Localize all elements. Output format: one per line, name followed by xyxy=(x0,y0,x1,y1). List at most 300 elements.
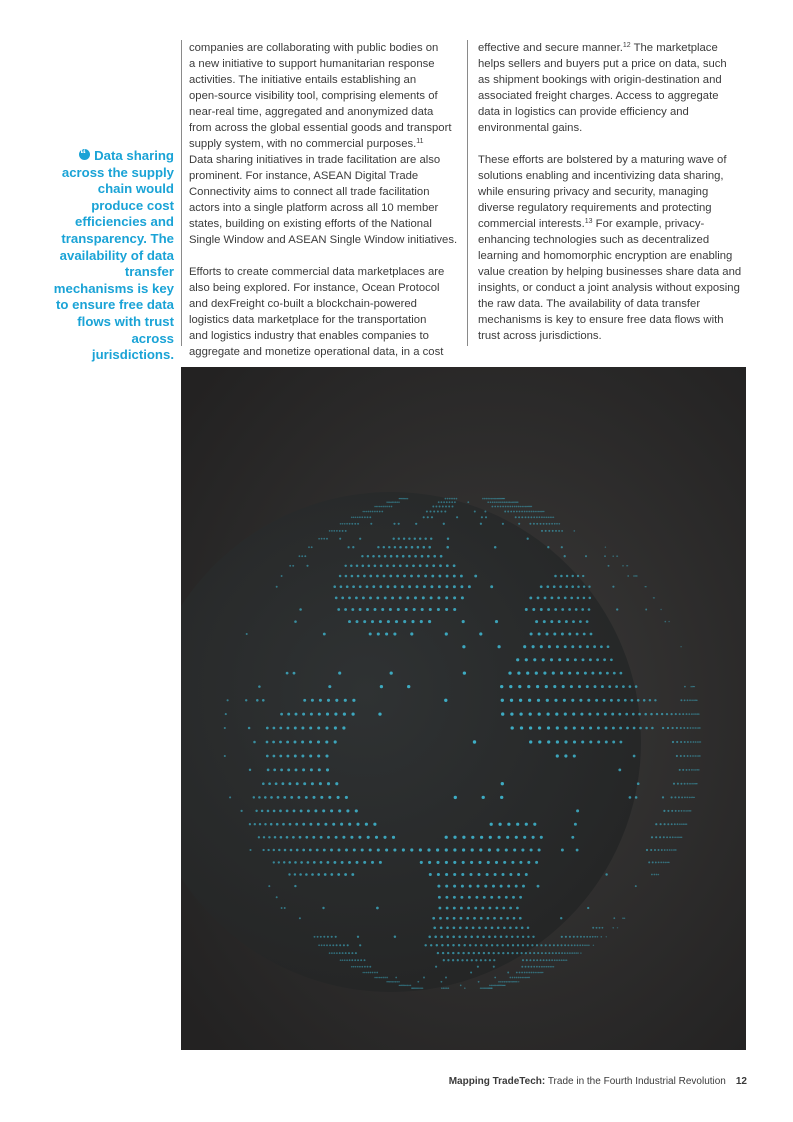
globe-dot xyxy=(546,633,549,636)
globe-dot xyxy=(597,936,599,938)
globe-dot xyxy=(679,713,681,715)
globe-dot xyxy=(443,987,445,989)
globe-dot xyxy=(512,506,514,508)
globe-dot xyxy=(453,873,456,876)
globe-dot xyxy=(516,936,518,938)
globe-dot xyxy=(538,848,541,851)
globe-dot xyxy=(258,796,261,799)
globe-dot xyxy=(445,873,448,876)
globe-dot xyxy=(491,506,493,508)
globe-dot xyxy=(321,538,323,540)
globe-dot xyxy=(694,686,695,687)
globe-dot xyxy=(327,782,330,785)
globe-dot xyxy=(452,944,454,946)
globe-dot xyxy=(538,740,541,743)
globe-dot xyxy=(477,885,480,888)
globe-dot xyxy=(527,944,529,946)
globe-dot xyxy=(522,936,524,938)
globe-dot xyxy=(528,699,531,702)
globe-dot xyxy=(533,658,536,661)
globe-dot xyxy=(665,862,667,864)
globe-dot xyxy=(554,608,557,611)
globe-dot xyxy=(380,564,383,567)
globe-dot xyxy=(367,966,369,968)
globe-dot xyxy=(351,873,354,876)
globe-dot xyxy=(554,575,557,578)
globe-dot xyxy=(317,936,319,938)
globe-dot xyxy=(674,823,676,825)
globe-dot xyxy=(258,685,261,688)
globe-dot xyxy=(469,944,471,946)
globe-dot xyxy=(471,836,474,839)
globe-dot xyxy=(558,530,560,532)
globe-dot xyxy=(690,727,692,729)
globe-dot xyxy=(314,936,316,938)
globe-dot xyxy=(423,546,426,549)
globe-dot xyxy=(405,498,407,500)
globe-dot xyxy=(344,699,347,702)
globe-dot xyxy=(541,966,543,968)
globe-dot xyxy=(668,862,669,863)
globe-dot xyxy=(339,952,341,954)
globe-dot xyxy=(480,959,482,961)
globe-dot xyxy=(671,823,673,825)
globe-dot xyxy=(370,523,372,525)
globe-dot xyxy=(439,917,442,920)
globe-dot xyxy=(514,506,516,508)
globe-dot xyxy=(648,861,650,863)
globe-dot xyxy=(289,565,291,567)
globe-dot xyxy=(430,944,432,946)
globe-dot xyxy=(245,699,247,701)
globe-dot xyxy=(394,936,396,938)
globe-dot xyxy=(317,726,320,729)
globe-dot xyxy=(667,823,669,825)
globe-dot xyxy=(495,620,498,623)
globe-dot xyxy=(586,645,589,648)
globe-dot xyxy=(416,585,419,588)
globe-dot xyxy=(377,632,380,635)
globe-dot xyxy=(465,926,468,929)
globe-dot xyxy=(531,944,533,946)
globe-dot xyxy=(337,608,340,611)
globe-dot xyxy=(680,699,682,701)
globe-dot xyxy=(521,972,523,974)
globe-dot xyxy=(555,530,557,532)
globe-dot xyxy=(352,699,355,702)
globe-dot xyxy=(406,596,409,599)
globe-dot xyxy=(585,555,587,557)
globe-dot xyxy=(561,952,563,954)
globe-dot xyxy=(442,506,444,508)
globe-dot xyxy=(506,836,509,839)
globe-dot xyxy=(405,608,408,611)
globe-dot xyxy=(424,575,427,578)
globe-dot xyxy=(514,977,516,979)
globe-dot xyxy=(533,959,535,961)
globe-dot xyxy=(679,823,681,825)
globe-dot xyxy=(584,672,587,675)
globe-dot xyxy=(461,959,463,961)
globe-dot xyxy=(507,511,509,513)
globe-dot xyxy=(462,836,465,839)
globe-dot xyxy=(556,726,559,729)
globe-dot xyxy=(383,546,385,548)
globe-dot xyxy=(303,782,306,785)
globe-dot xyxy=(415,523,417,525)
globe-dot xyxy=(516,972,518,974)
globe-dot xyxy=(524,511,526,513)
globe-dot xyxy=(545,966,547,968)
globe-dot xyxy=(322,809,325,812)
globe-dot xyxy=(494,873,497,876)
globe-dot xyxy=(664,849,666,851)
globe-dot xyxy=(622,917,624,919)
globe-dot xyxy=(513,917,516,920)
globe-dot xyxy=(680,755,682,757)
globe-dot xyxy=(366,585,369,588)
globe-dot xyxy=(379,977,381,979)
globe-dot xyxy=(693,783,695,785)
globe-dot xyxy=(520,726,523,729)
globe-dot xyxy=(515,927,518,930)
paragraph: Efforts to create commercial data marketplaces are also being explored. For instance, Ocean Protocol and dexFreight co-built a blockchain-powered logistics data marketplace for the transportation and logistics industry that enables companies to aggregate and monetize operational data, in a cost xyxy=(189,266,445,358)
globe-dot xyxy=(389,608,392,611)
globe-dot xyxy=(456,498,458,500)
globe-dot xyxy=(399,564,402,567)
globe-dot xyxy=(530,516,532,518)
globe-dot xyxy=(453,917,456,920)
globe-dot xyxy=(558,620,561,623)
globe-dot xyxy=(437,952,439,954)
globe-dot xyxy=(524,972,526,974)
globe-dot xyxy=(479,848,482,851)
globe-dot xyxy=(606,936,607,937)
globe-dot xyxy=(545,516,547,518)
globe-dot xyxy=(686,797,688,799)
globe-dot xyxy=(301,555,303,557)
globe-dot xyxy=(538,632,541,635)
globe-dot xyxy=(379,861,382,864)
globe-dot xyxy=(324,873,327,876)
globe-dot xyxy=(424,537,426,539)
globe-dot xyxy=(436,944,438,946)
globe-dot xyxy=(471,848,474,851)
globe-dot xyxy=(273,755,276,758)
globe-dot xyxy=(482,936,485,939)
globe-dot xyxy=(331,952,333,954)
globe-dot xyxy=(601,927,603,929)
globe-dot xyxy=(672,741,674,743)
globe-dot xyxy=(355,952,357,954)
globe-dot xyxy=(277,796,280,799)
globe-dot xyxy=(684,741,686,743)
globe-dot xyxy=(378,712,381,715)
globe-dot xyxy=(498,645,501,648)
globe-dot xyxy=(596,658,599,661)
globe-dot xyxy=(588,585,590,587)
globe-dot xyxy=(363,575,366,578)
globe-dot xyxy=(686,769,688,771)
globe-dot xyxy=(386,977,388,979)
globe-dot xyxy=(309,726,312,729)
globe-dot xyxy=(538,726,541,729)
globe-dot xyxy=(512,896,515,899)
globe-dot xyxy=(331,936,333,938)
globe-dot xyxy=(293,810,296,813)
globe-dot xyxy=(438,501,440,503)
globe-dot xyxy=(509,977,511,979)
globe-dot xyxy=(453,585,456,588)
globe-dot xyxy=(700,755,701,756)
globe-dot xyxy=(635,796,638,799)
globe-dot xyxy=(511,861,514,864)
globe-dot xyxy=(667,810,669,812)
globe-dot xyxy=(267,810,270,813)
globe-dot xyxy=(361,848,364,851)
globe-dot xyxy=(593,945,594,946)
globe-dot xyxy=(484,498,486,500)
globe-dot xyxy=(295,713,298,716)
globe-dot xyxy=(607,645,610,648)
globe-dot xyxy=(446,575,449,578)
globe-dot xyxy=(414,555,417,558)
globe-dot xyxy=(496,501,498,503)
globe-dot xyxy=(507,972,509,974)
globe-dot xyxy=(367,555,369,557)
globe-dot xyxy=(305,873,308,876)
globe-dot xyxy=(292,565,294,567)
globe-dot xyxy=(566,575,568,577)
globe-dot xyxy=(546,699,549,702)
paragraph: Data sharing initiatives in trade facilitation are also prominent. For instance, ASEAN Digital Trade Connectivity aims to connect all trade facilitation actors into a single platform across all 10 member states, building on existing efforts of the National Single Window and ASEAN Single Window initiatives. xyxy=(189,154,458,246)
globe-dot xyxy=(494,506,496,508)
globe-dot xyxy=(498,823,501,826)
globe-dot xyxy=(445,977,447,979)
globe-dot xyxy=(437,608,440,611)
globe-dot xyxy=(365,823,368,826)
globe-dot xyxy=(529,952,531,954)
globe-dot xyxy=(324,823,327,826)
globe-dot xyxy=(492,498,494,500)
globe-dot xyxy=(548,959,550,961)
globe-dot xyxy=(527,685,530,688)
globe-dot xyxy=(661,713,663,715)
globe-dot xyxy=(530,972,532,974)
globe-dot xyxy=(537,952,539,954)
globe-dot xyxy=(397,608,400,611)
globe-dot xyxy=(664,823,666,825)
globe-dot xyxy=(674,796,676,798)
globe-dot xyxy=(362,511,364,513)
globe-dot xyxy=(512,981,514,983)
globe-dot xyxy=(350,565,353,568)
globe-dot xyxy=(276,896,278,898)
globe-dot xyxy=(491,985,493,987)
globe-dot xyxy=(525,516,527,518)
globe-dot xyxy=(347,944,349,946)
globe-dot xyxy=(445,896,448,899)
globe-dot xyxy=(444,510,446,512)
globe-dot xyxy=(678,810,680,812)
globe-dot xyxy=(308,546,310,548)
globe-dot xyxy=(560,944,562,946)
globe-dot xyxy=(493,952,495,954)
globe-dot xyxy=(385,632,388,635)
globe-dot xyxy=(469,873,472,876)
globe-dot xyxy=(480,944,482,946)
globe-dot xyxy=(671,713,673,715)
globe-dot xyxy=(597,741,600,744)
globe-dot xyxy=(575,952,577,954)
globe-dot xyxy=(542,658,545,661)
globe-dot xyxy=(433,555,436,558)
globe-dot xyxy=(390,671,393,674)
globe-dot xyxy=(555,713,558,716)
globe-dot xyxy=(340,585,343,588)
globe-dot xyxy=(384,977,386,979)
globe-dot xyxy=(624,699,627,702)
globe-dot xyxy=(470,971,472,973)
globe-dot xyxy=(372,511,374,513)
globe-dot xyxy=(453,498,455,500)
globe-dot xyxy=(317,740,320,743)
globe-dot xyxy=(539,516,541,518)
globe-dot xyxy=(533,966,535,968)
globe-dot xyxy=(457,952,459,954)
globe-dot xyxy=(268,885,270,887)
globe-dot xyxy=(451,501,453,503)
globe-dot xyxy=(561,530,563,532)
globe-dot xyxy=(359,516,361,518)
globe-dot xyxy=(681,796,683,798)
globe-dot xyxy=(554,523,556,525)
globe-dot xyxy=(419,848,422,851)
globe-dot xyxy=(480,523,482,525)
globe-dot xyxy=(430,585,433,588)
globe-dot xyxy=(655,861,657,863)
globe-dot xyxy=(300,861,303,864)
globe-dot xyxy=(573,530,575,532)
globe-dot xyxy=(509,506,511,508)
globe-dot xyxy=(526,959,528,961)
globe-dot xyxy=(604,555,606,557)
globe-dot xyxy=(346,585,349,588)
globe-dot xyxy=(525,658,528,661)
globe-dot xyxy=(479,632,482,635)
globe-dot xyxy=(516,977,518,979)
globe-dot xyxy=(655,823,657,825)
globe-dot xyxy=(394,546,396,548)
globe-dot xyxy=(570,597,573,600)
globe-dot xyxy=(413,608,416,611)
globe-dot xyxy=(403,537,405,539)
globe-dot xyxy=(561,959,563,961)
globe-dot xyxy=(442,952,444,954)
globe-dot xyxy=(539,511,541,513)
globe-dot xyxy=(560,575,563,578)
globe-dot xyxy=(443,523,445,525)
globe-dot xyxy=(547,546,549,548)
globe-dot xyxy=(548,530,550,532)
globe-dot xyxy=(402,555,405,558)
globe-dot xyxy=(376,972,378,974)
globe-dot xyxy=(286,672,289,675)
globe-dot xyxy=(483,896,486,899)
globe-dot xyxy=(351,959,353,961)
globe-dot xyxy=(553,944,555,946)
globe-dot xyxy=(521,927,524,930)
globe-dot xyxy=(287,713,290,716)
globe-dot xyxy=(507,944,509,946)
globe-dot xyxy=(399,596,402,599)
globe-dot xyxy=(477,873,480,876)
globe-dot xyxy=(601,685,604,688)
globe-dot xyxy=(429,510,431,512)
pull-quote-text: Data sharing across the supply chain would produce cost efficiencies and transparency. The availability of data transfer mechanisms is key to ensure free data flows with trust across jurisdictions. xyxy=(53,148,174,363)
globe-dot xyxy=(570,685,573,688)
globe-dot xyxy=(496,944,498,946)
globe-dot xyxy=(275,782,278,785)
globe-dot xyxy=(386,506,388,508)
globe-dot xyxy=(662,727,664,729)
globe-dot xyxy=(581,726,584,729)
globe-dot xyxy=(293,672,296,675)
globe-dot xyxy=(635,685,638,688)
globe-dot xyxy=(374,511,376,513)
globe-dot xyxy=(693,769,695,771)
globe-dot xyxy=(501,782,504,785)
text-column-2 xyxy=(478,40,746,360)
globe-dot xyxy=(309,849,312,852)
globe-dot xyxy=(603,699,606,702)
globe-dot xyxy=(529,977,530,978)
globe-dot xyxy=(522,959,524,961)
globe-dot xyxy=(526,977,528,979)
globe-dot xyxy=(278,861,280,863)
globe-dot xyxy=(431,516,433,518)
globe-dot xyxy=(453,848,456,851)
globe-dot xyxy=(320,861,323,864)
globe-dot xyxy=(345,952,347,954)
globe-dot xyxy=(318,538,320,540)
globe-dot xyxy=(477,966,479,968)
globe-dot xyxy=(468,952,470,954)
globe-dot xyxy=(307,809,310,812)
globe-dot xyxy=(294,741,297,744)
globe-dot xyxy=(577,597,580,600)
globe-dot xyxy=(374,972,376,974)
globe-dot xyxy=(335,699,338,702)
globe-dot xyxy=(532,511,534,513)
globe-dot xyxy=(496,907,499,910)
globe-dot xyxy=(377,546,379,548)
globe-dot xyxy=(596,927,598,929)
globe-dot xyxy=(452,952,454,954)
globe-dot xyxy=(571,585,574,588)
globe-dot xyxy=(488,952,490,954)
globe-dot xyxy=(545,952,547,954)
globe-dot xyxy=(229,796,231,798)
globe-dot xyxy=(445,506,447,508)
globe-dot xyxy=(507,823,510,826)
globe-dot xyxy=(288,861,291,864)
globe-dot xyxy=(556,740,559,743)
globe-dot xyxy=(386,585,389,588)
globe-dot xyxy=(393,501,395,503)
globe-dot xyxy=(274,836,277,839)
globe-dot xyxy=(366,972,368,974)
